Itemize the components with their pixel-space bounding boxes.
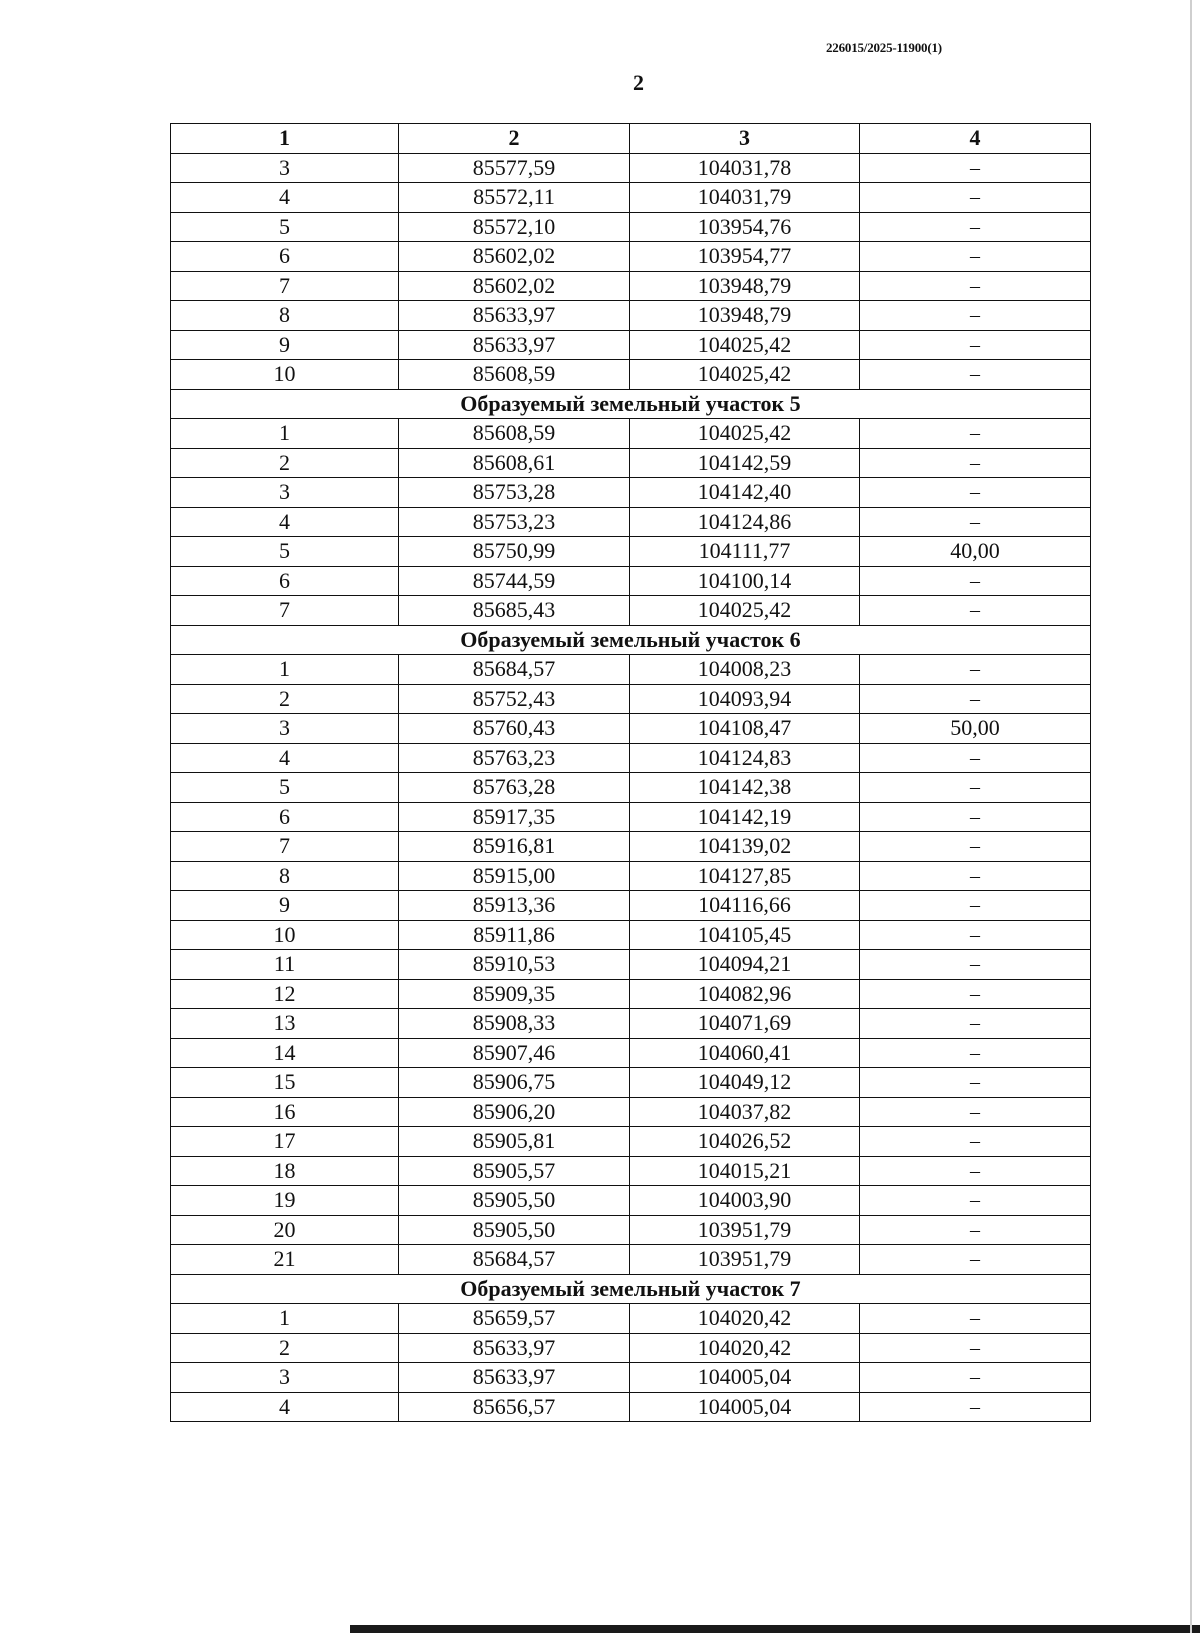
radius-cell: –	[860, 183, 1091, 213]
y-coordinate-cell: 104071,69	[630, 1009, 860, 1039]
point-number-cell: 5	[171, 212, 399, 242]
y-coordinate-cell: 104124,83	[630, 743, 860, 773]
table-row	[171, 360, 1091, 390]
table-row	[171, 1215, 1091, 1245]
point-number-cell: 1	[171, 1304, 399, 1334]
table-body	[171, 153, 1091, 1422]
section-header-row	[171, 389, 1091, 419]
point-number-cell: 18	[171, 1156, 399, 1186]
y-coordinate-cell: 103954,76	[630, 212, 860, 242]
x-coordinate-cell: 85763,28	[399, 773, 630, 803]
table-row	[171, 832, 1091, 862]
point-number-cell: 13	[171, 1009, 399, 1039]
x-coordinate-cell: 85753,23	[399, 507, 630, 537]
x-coordinate-cell: 85608,59	[399, 419, 630, 449]
y-coordinate-cell: 104139,02	[630, 832, 860, 862]
section-title: Образуемый земельный участок 6	[171, 625, 1091, 655]
x-coordinate-cell: 85602,02	[399, 271, 630, 301]
x-coordinate-cell: 85917,35	[399, 802, 630, 832]
y-coordinate-cell: 104026,52	[630, 1127, 860, 1157]
table-row	[171, 242, 1091, 272]
radius-cell: –	[860, 1245, 1091, 1275]
x-coordinate-cell: 85906,75	[399, 1068, 630, 1098]
table-row	[171, 1392, 1091, 1422]
y-coordinate-cell: 104025,42	[630, 330, 860, 360]
table-row	[171, 1038, 1091, 1068]
x-coordinate-cell: 85633,97	[399, 1333, 630, 1363]
x-coordinate-cell: 85572,10	[399, 212, 630, 242]
radius-cell: –	[860, 507, 1091, 537]
point-number-cell: 1	[171, 419, 399, 449]
table-row	[171, 301, 1091, 331]
x-coordinate-cell: 85752,43	[399, 684, 630, 714]
radius-cell: –	[860, 802, 1091, 832]
point-number-cell: 3	[171, 1363, 399, 1393]
radius-cell: –	[860, 1068, 1091, 1098]
y-coordinate-cell: 104025,42	[630, 596, 860, 626]
y-coordinate-cell: 104060,41	[630, 1038, 860, 1068]
table-row	[171, 1245, 1091, 1275]
point-number-cell: 6	[171, 566, 399, 596]
table-row	[171, 1156, 1091, 1186]
point-number-cell: 7	[171, 832, 399, 862]
x-coordinate-cell: 85633,97	[399, 1363, 630, 1393]
point-number-cell: 15	[171, 1068, 399, 1098]
y-coordinate-cell: 104082,96	[630, 979, 860, 1009]
y-coordinate-cell: 104142,59	[630, 448, 860, 478]
x-coordinate-cell: 85633,97	[399, 301, 630, 331]
x-coordinate-cell: 85905,57	[399, 1156, 630, 1186]
x-coordinate-cell: 85905,81	[399, 1127, 630, 1157]
y-coordinate-cell: 104111,77	[630, 537, 860, 567]
radius-cell: –	[860, 1215, 1091, 1245]
column-header-4: 4	[860, 124, 1091, 154]
x-coordinate-cell: 85608,61	[399, 448, 630, 478]
point-number-cell: 12	[171, 979, 399, 1009]
y-coordinate-cell: 104049,12	[630, 1068, 860, 1098]
x-coordinate-cell: 85753,28	[399, 478, 630, 508]
point-number-cell: 17	[171, 1127, 399, 1157]
radius-cell: –	[860, 419, 1091, 449]
radius-cell: –	[860, 1156, 1091, 1186]
table-row	[171, 861, 1091, 891]
table-row	[171, 153, 1091, 183]
x-coordinate-cell: 85911,86	[399, 920, 630, 950]
radius-cell: –	[860, 242, 1091, 272]
radius-cell: –	[860, 1038, 1091, 1068]
y-coordinate-cell: 104142,38	[630, 773, 860, 803]
table-row	[171, 1009, 1091, 1039]
point-number-cell: 2	[171, 448, 399, 478]
radius-cell: –	[860, 1127, 1091, 1157]
y-coordinate-cell: 104020,42	[630, 1333, 860, 1363]
radius-cell: –	[860, 1363, 1091, 1393]
x-coordinate-cell: 85685,43	[399, 596, 630, 626]
table-row	[171, 183, 1091, 213]
table-row	[171, 478, 1091, 508]
point-number-cell: 10	[171, 920, 399, 950]
point-number-cell: 10	[171, 360, 399, 390]
x-coordinate-cell: 85760,43	[399, 714, 630, 744]
table-row	[171, 1333, 1091, 1363]
point-number-cell: 11	[171, 950, 399, 980]
page-number: 2	[633, 70, 644, 95]
column-header-1: 1	[171, 124, 399, 154]
radius-cell: –	[860, 1097, 1091, 1127]
radius-cell: –	[860, 1333, 1091, 1363]
point-number-cell: 4	[171, 507, 399, 537]
table-row	[171, 1363, 1091, 1393]
y-coordinate-cell: 104008,23	[630, 655, 860, 685]
point-number-cell: 1	[171, 655, 399, 685]
scan-bottom-edge	[350, 1625, 1200, 1633]
x-coordinate-cell: 85909,35	[399, 979, 630, 1009]
y-coordinate-cell: 104031,78	[630, 153, 860, 183]
radius-cell: –	[860, 832, 1091, 862]
point-number-cell: 8	[171, 861, 399, 891]
y-coordinate-cell: 104093,94	[630, 684, 860, 714]
column-header-2: 2	[399, 124, 630, 154]
x-coordinate-cell: 85905,50	[399, 1215, 630, 1245]
table-row	[171, 684, 1091, 714]
section-header-row	[171, 625, 1091, 655]
section-title: Образуемый земельный участок 5	[171, 389, 1091, 419]
x-coordinate-cell: 85602,02	[399, 242, 630, 272]
scan-right-edge	[1190, 0, 1192, 1633]
y-coordinate-cell: 104094,21	[630, 950, 860, 980]
table-header	[171, 124, 1091, 154]
x-coordinate-cell: 85656,57	[399, 1392, 630, 1422]
y-coordinate-cell: 104025,42	[630, 419, 860, 449]
x-coordinate-cell: 85916,81	[399, 832, 630, 862]
y-coordinate-cell: 104031,79	[630, 183, 860, 213]
point-number-cell: 9	[171, 330, 399, 360]
y-coordinate-cell: 103948,79	[630, 271, 860, 301]
radius-cell: –	[860, 920, 1091, 950]
x-coordinate-cell: 85910,53	[399, 950, 630, 980]
y-coordinate-cell: 103951,79	[630, 1215, 860, 1245]
radius-cell: 40,00	[860, 537, 1091, 567]
x-coordinate-cell: 85633,97	[399, 330, 630, 360]
point-number-cell: 6	[171, 242, 399, 272]
table-row	[171, 891, 1091, 921]
x-coordinate-cell: 85684,57	[399, 655, 630, 685]
point-number-cell: 20	[171, 1215, 399, 1245]
table-row	[171, 566, 1091, 596]
point-number-cell: 9	[171, 891, 399, 921]
radius-cell: –	[860, 861, 1091, 891]
table-row	[171, 920, 1091, 950]
point-number-cell: 3	[171, 478, 399, 508]
radius-cell: –	[860, 360, 1091, 390]
table-row	[171, 419, 1091, 449]
x-coordinate-cell: 85744,59	[399, 566, 630, 596]
point-number-cell: 5	[171, 773, 399, 803]
radius-cell: –	[860, 478, 1091, 508]
radius-cell: –	[860, 448, 1091, 478]
y-coordinate-cell: 104124,86	[630, 507, 860, 537]
table-row	[171, 1068, 1091, 1098]
radius-cell: –	[860, 1304, 1091, 1334]
point-number-cell: 7	[171, 596, 399, 626]
radius-cell: –	[860, 773, 1091, 803]
point-number-cell: 6	[171, 802, 399, 832]
x-coordinate-cell: 85572,11	[399, 183, 630, 213]
radius-cell: –	[860, 330, 1091, 360]
column-header-3: 3	[630, 124, 860, 154]
x-coordinate-cell: 85906,20	[399, 1097, 630, 1127]
radius-cell: –	[860, 684, 1091, 714]
y-coordinate-cell: 104105,45	[630, 920, 860, 950]
point-number-cell: 8	[171, 301, 399, 331]
table-row	[171, 773, 1091, 803]
table-row	[171, 1304, 1091, 1334]
point-number-cell: 2	[171, 1333, 399, 1363]
point-number-cell: 3	[171, 153, 399, 183]
y-coordinate-cell: 104100,14	[630, 566, 860, 596]
table-row	[171, 330, 1091, 360]
y-coordinate-cell: 104142,40	[630, 478, 860, 508]
table-row	[171, 979, 1091, 1009]
point-number-cell: 7	[171, 271, 399, 301]
radius-cell: –	[860, 271, 1091, 301]
radius-cell: –	[860, 743, 1091, 773]
x-coordinate-cell: 85907,46	[399, 1038, 630, 1068]
radius-cell: –	[860, 1186, 1091, 1216]
point-number-cell: 14	[171, 1038, 399, 1068]
point-number-cell: 5	[171, 537, 399, 567]
point-number-cell: 3	[171, 714, 399, 744]
table-row	[171, 448, 1091, 478]
section-title: Образуемый земельный участок 7	[171, 1274, 1091, 1304]
y-coordinate-cell: 104116,66	[630, 891, 860, 921]
table-row	[171, 1097, 1091, 1127]
document-reference-number: 226015/2025-11900(1)	[826, 40, 942, 55]
y-coordinate-cell: 104037,82	[630, 1097, 860, 1127]
table-row	[171, 271, 1091, 301]
y-coordinate-cell: 104003,90	[630, 1186, 860, 1216]
x-coordinate-cell: 85684,57	[399, 1245, 630, 1275]
radius-cell: –	[860, 301, 1091, 331]
table-row	[171, 596, 1091, 626]
table-row	[171, 212, 1091, 242]
x-coordinate-cell: 85608,59	[399, 360, 630, 390]
radius-cell: –	[860, 891, 1091, 921]
point-number-cell: 2	[171, 684, 399, 714]
y-coordinate-cell: 104142,19	[630, 802, 860, 832]
x-coordinate-cell: 85750,99	[399, 537, 630, 567]
radius-cell: –	[860, 1009, 1091, 1039]
table-row	[171, 537, 1091, 567]
point-number-cell: 4	[171, 1392, 399, 1422]
table-row	[171, 714, 1091, 744]
radius-cell: –	[860, 1392, 1091, 1422]
y-coordinate-cell: 103951,79	[630, 1245, 860, 1275]
y-coordinate-cell: 104005,04	[630, 1392, 860, 1422]
table-row	[171, 1186, 1091, 1216]
radius-cell: –	[860, 153, 1091, 183]
y-coordinate-cell: 104108,47	[630, 714, 860, 744]
y-coordinate-cell: 104015,21	[630, 1156, 860, 1186]
point-number-cell: 21	[171, 1245, 399, 1275]
table-row	[171, 950, 1091, 980]
y-coordinate-cell: 104025,42	[630, 360, 860, 390]
point-number-cell: 19	[171, 1186, 399, 1216]
coordinates-table	[170, 123, 1091, 1422]
section-header-row	[171, 1274, 1091, 1304]
x-coordinate-cell: 85659,57	[399, 1304, 630, 1334]
point-number-cell: 16	[171, 1097, 399, 1127]
y-coordinate-cell: 103954,77	[630, 242, 860, 272]
table-row	[171, 743, 1091, 773]
table-row	[171, 1127, 1091, 1157]
radius-cell: –	[860, 979, 1091, 1009]
radius-cell: –	[860, 950, 1091, 980]
radius-cell: –	[860, 655, 1091, 685]
point-number-cell: 4	[171, 183, 399, 213]
table-header-row	[171, 124, 1091, 154]
radius-cell: –	[860, 566, 1091, 596]
x-coordinate-cell: 85915,00	[399, 861, 630, 891]
y-coordinate-cell: 104020,42	[630, 1304, 860, 1334]
x-coordinate-cell: 85763,23	[399, 743, 630, 773]
point-number-cell: 4	[171, 743, 399, 773]
radius-cell: –	[860, 596, 1091, 626]
x-coordinate-cell: 85913,36	[399, 891, 630, 921]
y-coordinate-cell: 104005,04	[630, 1363, 860, 1393]
x-coordinate-cell: 85905,50	[399, 1186, 630, 1216]
y-coordinate-cell: 103948,79	[630, 301, 860, 331]
table-row	[171, 507, 1091, 537]
table-row	[171, 655, 1091, 685]
radius-cell: –	[860, 212, 1091, 242]
x-coordinate-cell: 85577,59	[399, 153, 630, 183]
radius-cell: 50,00	[860, 714, 1091, 744]
table-row	[171, 802, 1091, 832]
x-coordinate-cell: 85908,33	[399, 1009, 630, 1039]
y-coordinate-cell: 104127,85	[630, 861, 860, 891]
